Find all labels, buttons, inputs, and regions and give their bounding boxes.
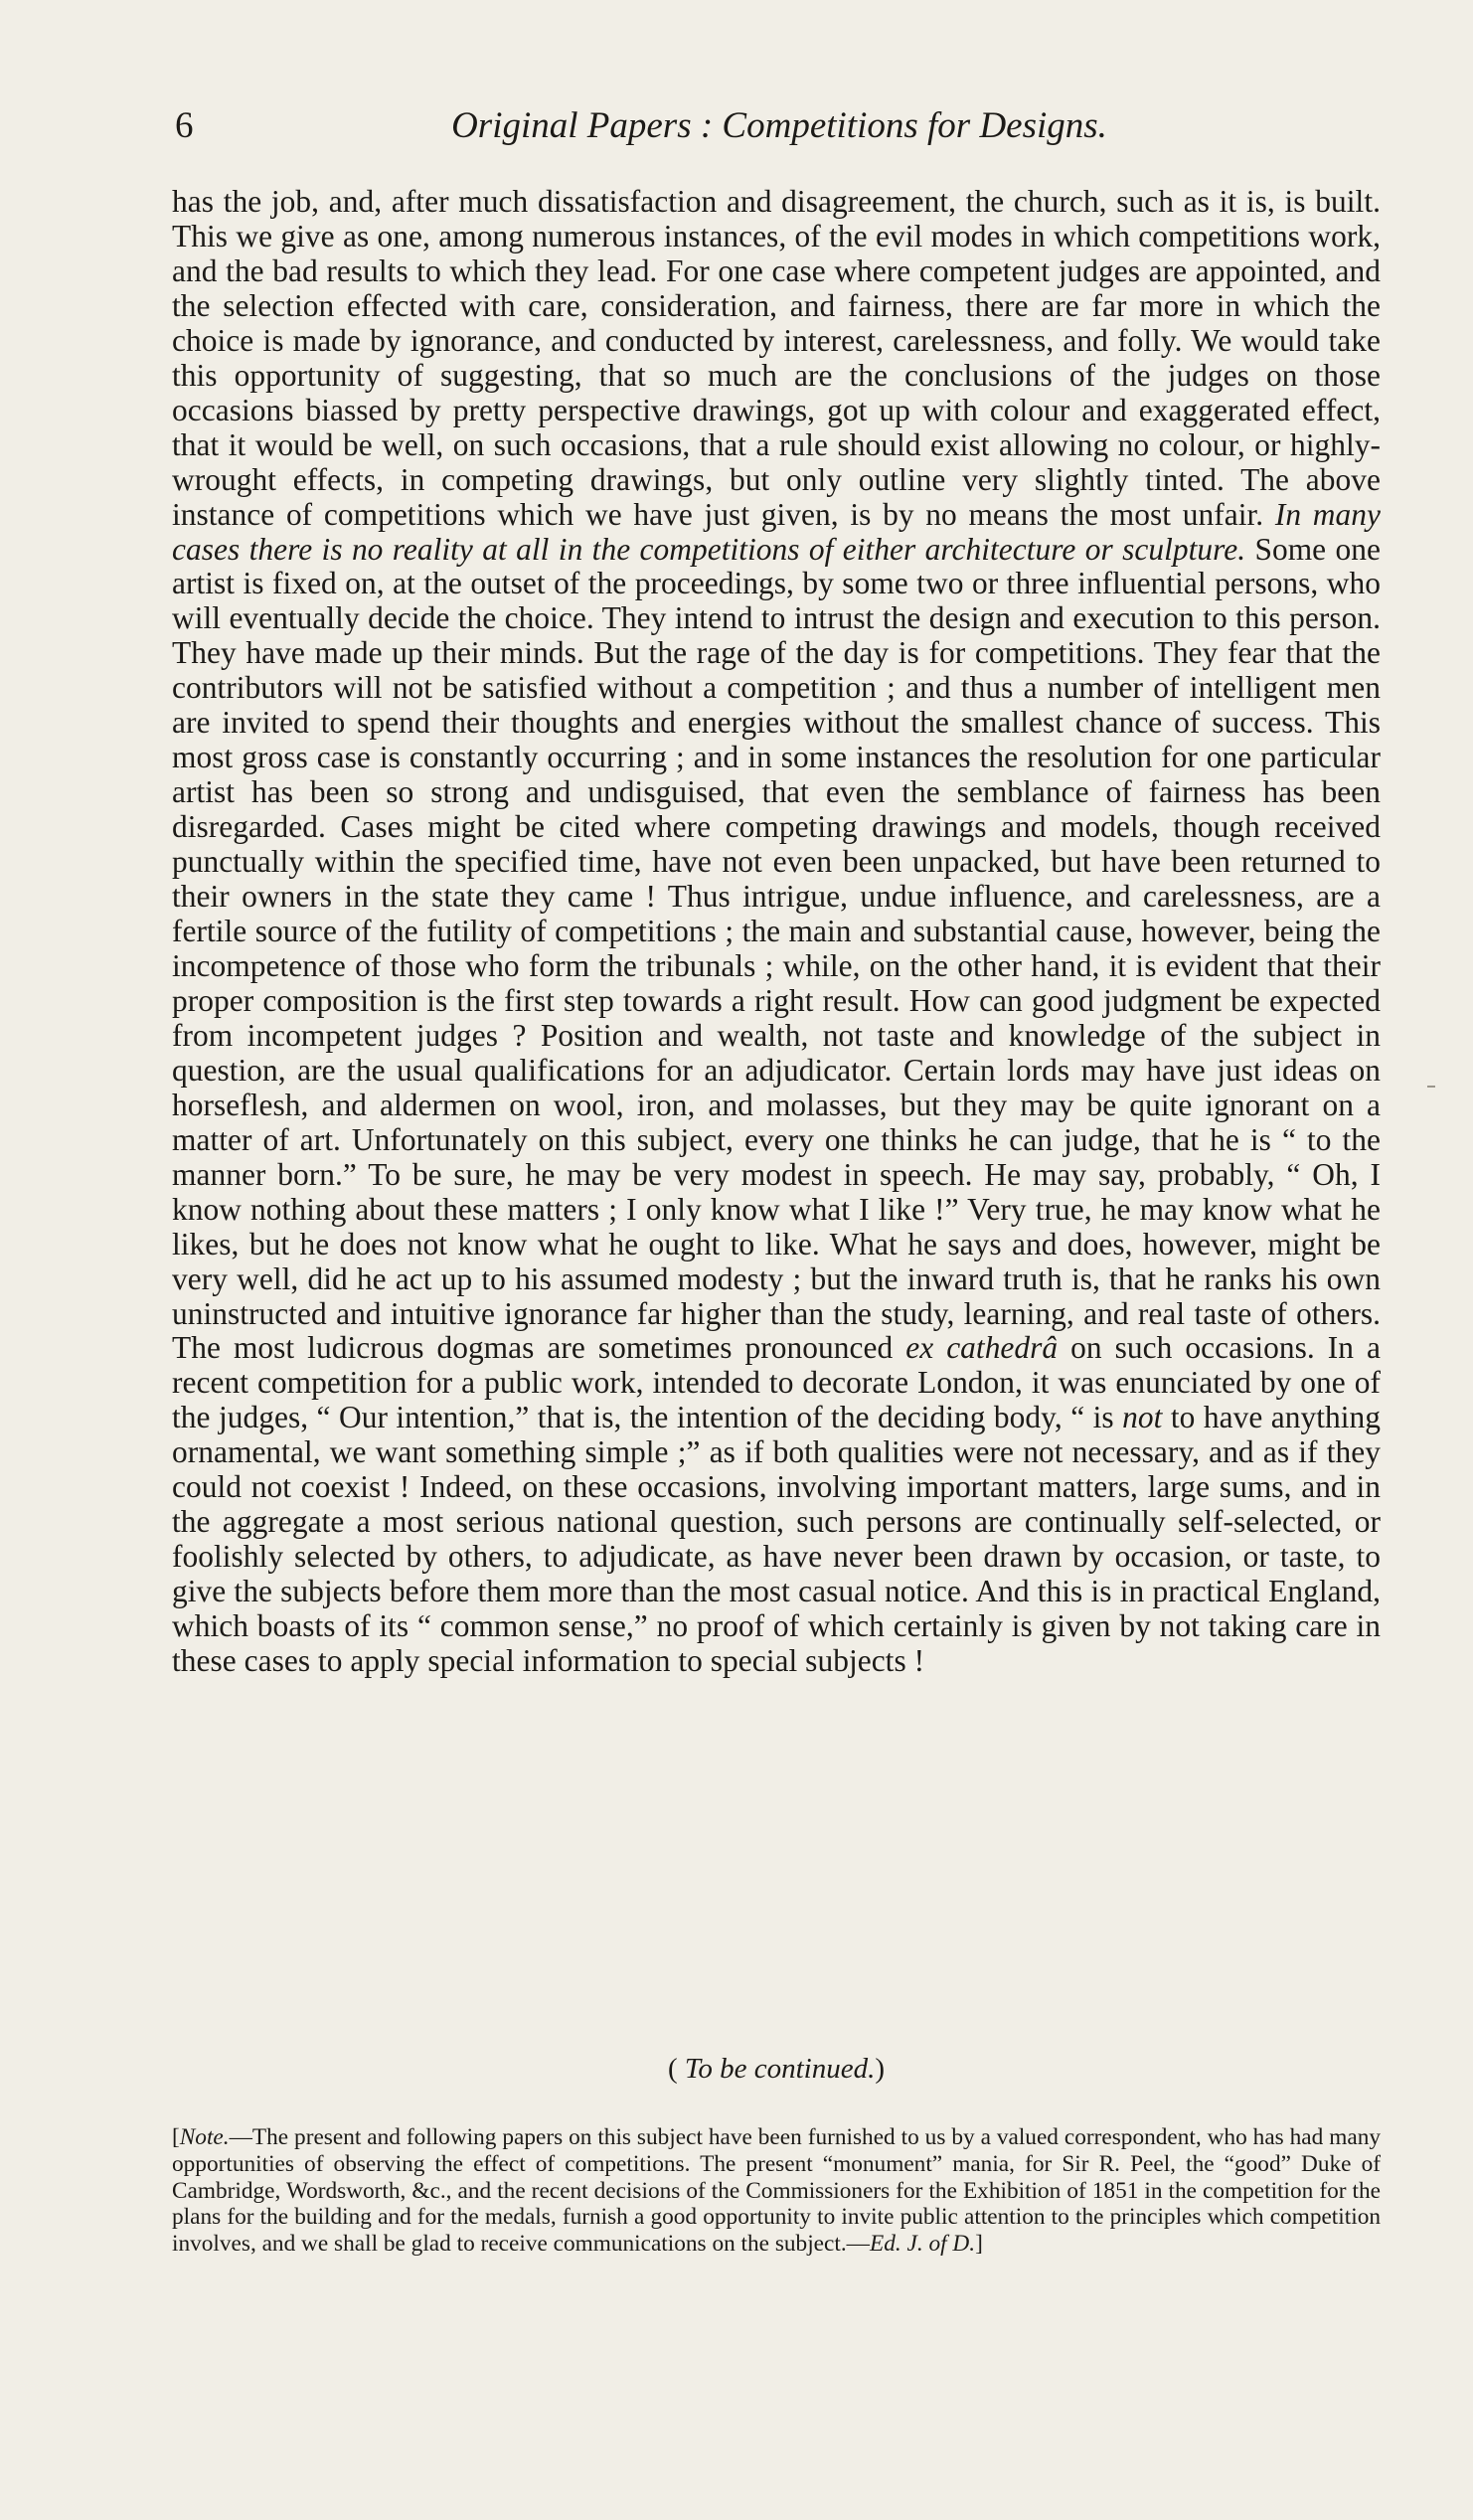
- footnote-span: —The present and following papers on this subject have been furnished to us by a valued correspondent, who has had many opportunities of observing the effect of competitions. The present “monument” mania, for Sir R. Peel, the “good” Duke of Cambridge, Wordsworth, &c., and the recent decisions of the Commissioners for the Exhibition of 1851 in the competition for the plans for the building and for the medals, furnish a good opportunity to invite public attention to the principles which competition involves, and we shall be glad to receive communications on the subject.—: [172, 2124, 1381, 2258]
- body-italic-span: In many cases there is no reality at all in the competitions of either architecture or sculpture.: [172, 496, 1381, 567]
- continued-open: (: [667, 2053, 685, 2085]
- page-header: [175, 101, 1384, 151]
- body-span: to have anything ornamental, we want something simple ;” as if both qualities were not necessary, and as if they could not coexist ! Indeed, on these occasions, involving important matters, large sums, and in the aggregate a most serious national question, such persons are continually self-selected, or foolishly selected by others, to adjudicate, as have never been drawn by occasion, or taste, to give the subjects before them more than the most casual notice. And this is in practical England, which boasts of its “ common sense,” no proof of which certainly is given by not taking care in these cases to apply special information to special subjects !: [172, 1400, 1381, 1679]
- continued-text: To be continued.: [684, 2053, 876, 2085]
- footnote-italic-span: Note.: [179, 2124, 230, 2150]
- body-italic-span: not: [1122, 1400, 1163, 1435]
- body-span: Some one artist is fixed on, at the outset of the proceedings, by some two or three influential persons, who will eventually decide the choice. They intend to intrust the design and execution to this person. They have made up their minds. But the rage of the day is for competitions. They fear that the contributors will not be satisfied without a competition ; and thus a number of intelligent men are invited to spend their thoughts and energies without the smallest chance of success. This most gross case is constantly occurring ; and in some instances the resolution for one particular artist has been so strong and undisguised, that even the semblance of fairness has been disregarded. Cases might be cited where competing drawings and models, though received punctually within the specified time, have not even been unpacked, but have been returned to their owners in the state they came ! Thus intrigue, undue influence, and carelessness, are a fertile source of the futility of competitions ; the main and substantial cause, however, being the incompetence of those who form the tribunals ; while, on the other hand, it is evident that their proper composition is the first step towards a right result. How can good judgment be expected from incompetent judges ? Position and wealth, not taste and knowledge of the subject in question, are the usual qualifications for an adjudicator. Certain lords may have just ideas on horseflesh, and aldermen on wool, iron, and molasses, but they may be quite ignorant on a matter of art. Unfortunately on this subject, every one thinks he can judge, that he is “ to the manner born.” To be sure, he may be very modest in speech. He may say, probably, “ Oh, I know nothing about these matters ; I only know what I like !” Very true, he may know what he likes, but he does not know what he ought to like. What he says and does, however, might be very well, did he act up to his assumed modesty ; but the inward truth is, that he ranks his own uninstructed and intuitive ignorance far higher than the study, learning, and real taste of others. The most ludicrous dogmas are sometimes pronounced: [172, 531, 1381, 1366]
- body-span: on such occasions. In a recent competition for a public work, intended to decorate London, it was enunciated by one of the judges, “ Our intention,” that is, the intention of the deciding body, “ is: [172, 1330, 1381, 1435]
- continued-close: ): [875, 2053, 886, 2085]
- running-head: Original Papers : Competitions for Designs.: [451, 105, 1107, 146]
- footnote-paragraph: [172, 2124, 1381, 2258]
- footnote-italic-span: Ed. J. of D.: [869, 2231, 976, 2258]
- editor-note: [172, 2124, 1381, 2258]
- page-number: 6: [175, 105, 194, 146]
- body-text: [172, 185, 1381, 1679]
- margin-mark: [1427, 1086, 1435, 1088]
- body-span: has the job, and, after much dissatisfaction and disagreement, the church, such as it is, is built. This we give as one, among numerous instances, of the evil modes in which competitions work, and the bad results to which they lead. For one case where competent judges are appointed, and the selection effected with care, consideration, and fairness, there are far more in which the choice is made by ignorance, and conducted by interest, carelessness, and folly. We would take this opportunity of suggesting, that so much are the conclusions of the judges on those occasions biassed by pretty perspective drawings, got up with colour and exaggerated effect, that it would be well, on such occasions, that a rule should exist allowing no colour, or highly-wrought effects, in competing drawings, but only outline very slightly tinted. The above instance of competitions which we have just given, is by no means the most unfair.: [172, 184, 1381, 532]
- to-be-continued: [172, 2051, 1381, 2087]
- footnote-span: ]: [975, 2231, 983, 2258]
- body-italic-span: ex cathedrâ: [905, 1330, 1059, 1366]
- body-paragraph: [172, 185, 1381, 1679]
- footnote-span: [: [172, 2124, 180, 2150]
